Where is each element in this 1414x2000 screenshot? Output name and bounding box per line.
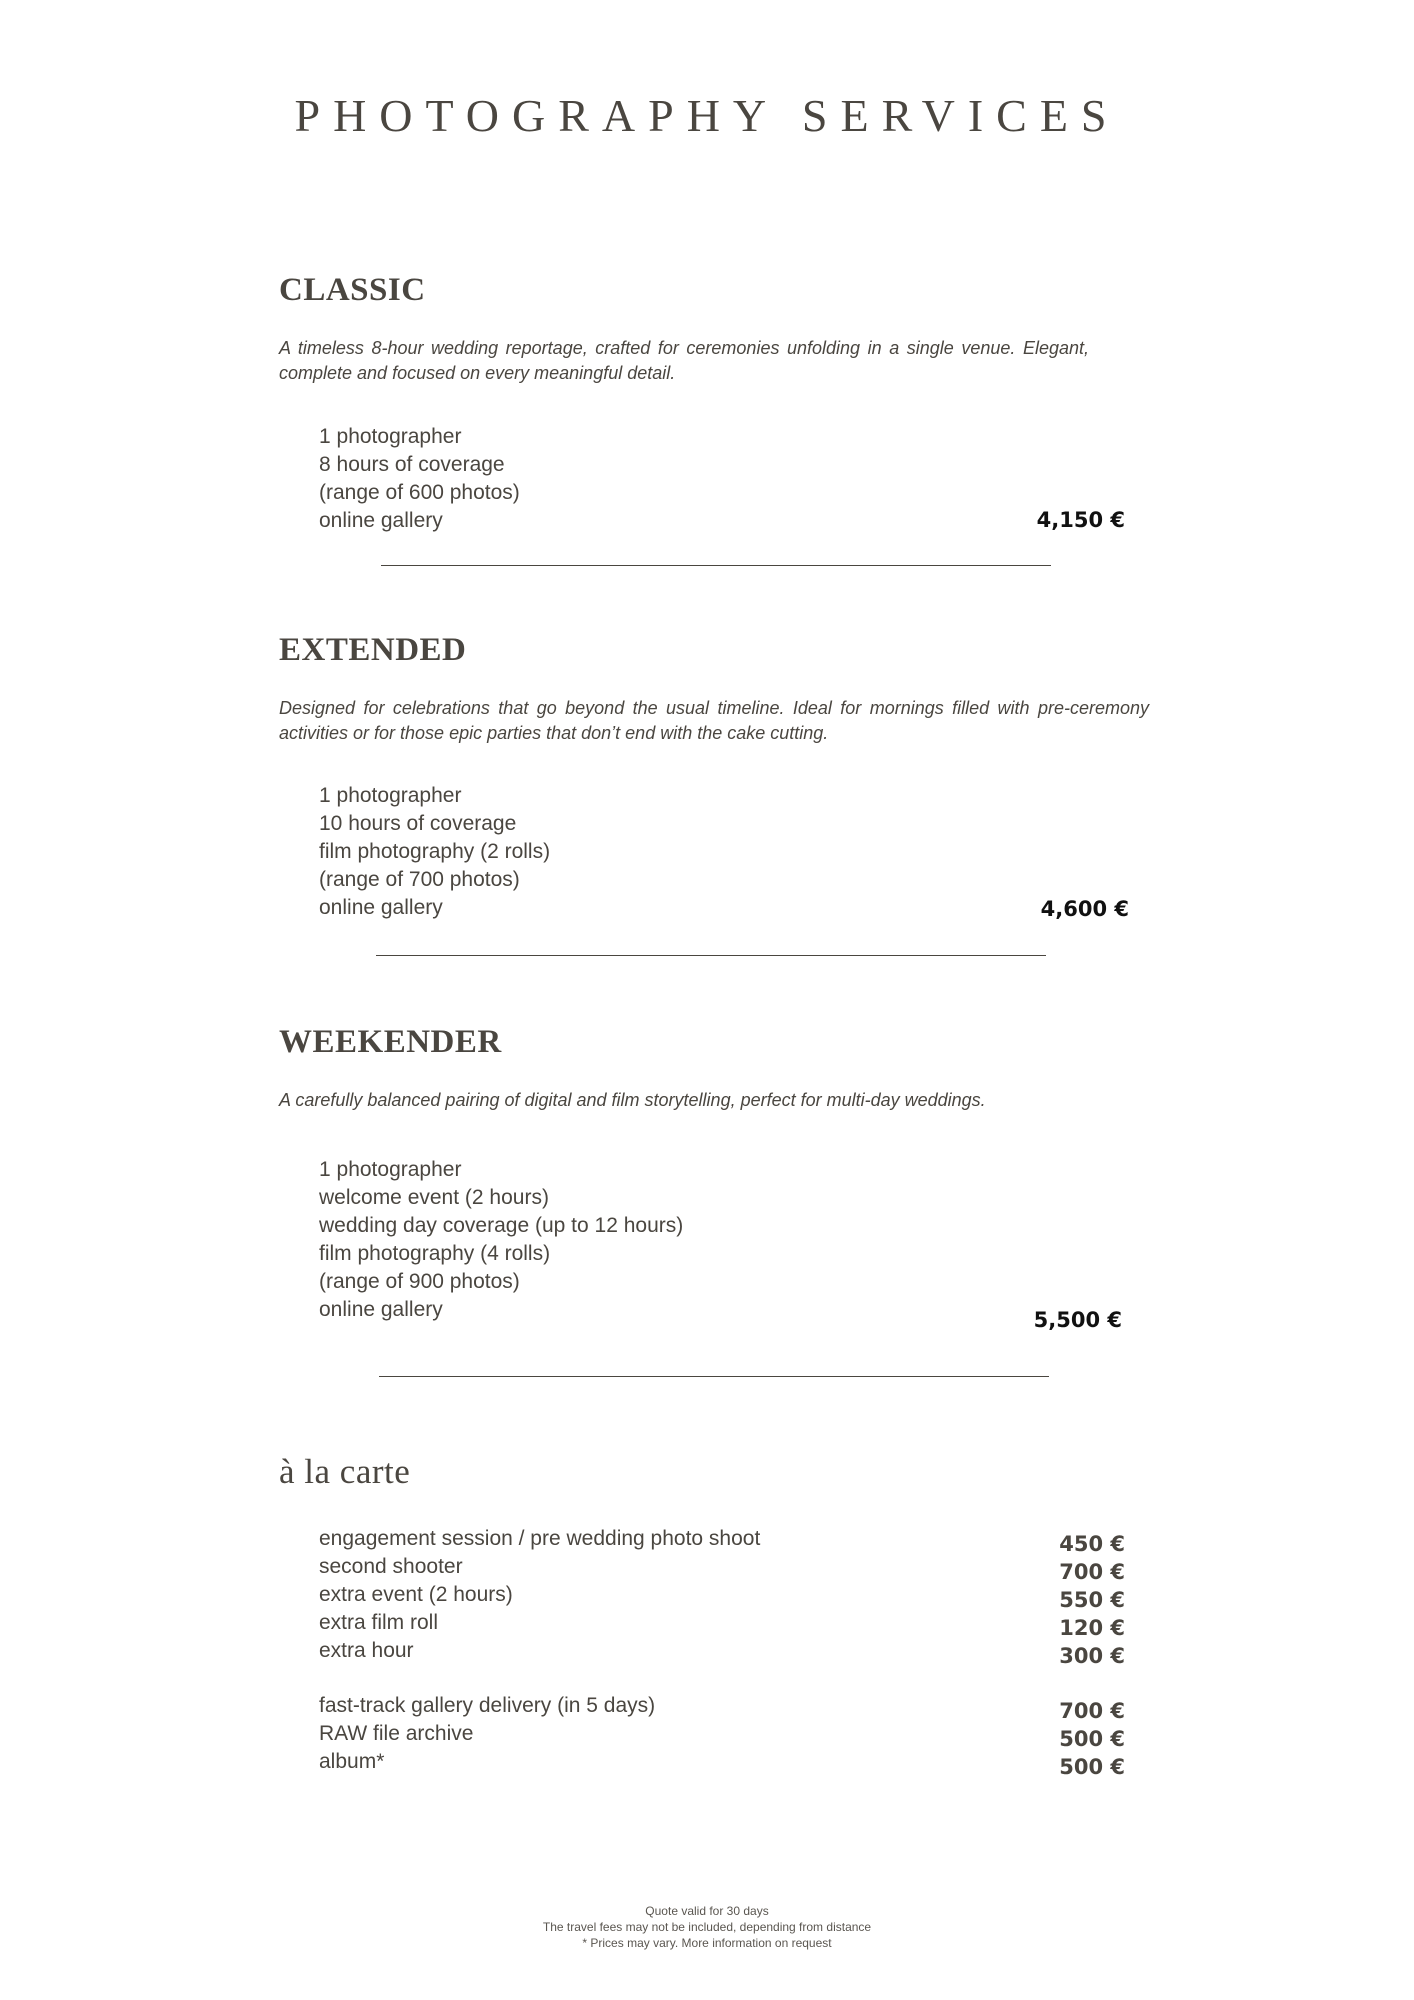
- package-title: EXTENDED: [279, 632, 467, 668]
- list-item: [319, 1720, 1125, 1751]
- list-item: [319, 1581, 1125, 1612]
- extra-price: 450 €: [1059, 1532, 1125, 1556]
- package-description: A carefully balanced pairing of digital and film storytelling, perfect for multi-day weddings.: [279, 1090, 986, 1110]
- list-item: 8 hours of coverage: [319, 453, 505, 476]
- footer-line: The travel fees may not be included, depending from distance: [542, 1920, 872, 1934]
- list-item: wedding day coverage (up to 12 hours): [319, 1214, 684, 1237]
- package-extended: [279, 630, 1149, 950]
- list-item: 1 photographer: [319, 784, 462, 807]
- list-item: welcome event (2 hours): [319, 1186, 549, 1209]
- package-price: 4,600 €: [1040, 897, 1129, 921]
- alacarte-title: à la carte: [279, 1452, 411, 1491]
- extra-price: 550 €: [1059, 1588, 1125, 1612]
- divider: [379, 1376, 1049, 1377]
- extra-price: 500 €: [1059, 1727, 1125, 1751]
- package-description: Designed for celebrations that go beyond the usual timeline. Ideal for mornings filled with pre-ceremony activities or for those epic parties that don’t end with the cake cutting.: [279, 698, 1149, 743]
- list-item: [319, 1525, 1125, 1556]
- package-title: WEEKENDER: [279, 1024, 502, 1060]
- package-description: A timeless 8-hour wedding reportage, crafted for ceremonies unfolding in a single venue. Elegant, complete and focused on every meaningful detail.: [279, 338, 1089, 383]
- list-item: online gallery: [319, 1298, 443, 1321]
- list-item: 10 hours of coverage: [319, 812, 517, 835]
- extra-label: engagement session / pre wedding photo shoot: [319, 1527, 761, 1550]
- list-item: film photography (2 rolls): [319, 840, 551, 863]
- extra-price: 300 €: [1059, 1644, 1125, 1668]
- feature-list: [319, 423, 520, 535]
- list-item: (range of 900 photos): [319, 1270, 520, 1293]
- list-item: (range of 700 photos): [319, 868, 520, 891]
- list-item: [319, 1553, 1125, 1584]
- extra-label: RAW file archive: [319, 1722, 474, 1745]
- footer-notes: [0, 1903, 1414, 1951]
- package-price: 4,150 €: [1036, 508, 1125, 532]
- extra-label: fast-track gallery delivery (in 5 days): [319, 1694, 656, 1717]
- list-item: 1 photographer: [319, 1158, 462, 1181]
- divider: [376, 955, 1046, 956]
- extra-label: extra hour: [319, 1639, 414, 1662]
- footer-line: Quote valid for 30 days: [645, 1904, 769, 1918]
- page-title: PHOTOGRAPHY SERVICES: [294, 90, 1120, 141]
- package-weekender: [279, 1022, 1149, 1382]
- list-item: 1 photographer: [319, 425, 462, 448]
- package-title: CLASSIC: [279, 272, 426, 308]
- list-item: [319, 1748, 1125, 1779]
- extra-label: extra film roll: [319, 1611, 439, 1634]
- list-item: online gallery: [319, 896, 443, 919]
- list-item: [319, 1609, 1125, 1640]
- extra-label: album*: [319, 1750, 385, 1773]
- list-item: online gallery: [319, 509, 443, 532]
- list-item: (range of 600 photos): [319, 481, 520, 504]
- feature-list: [319, 1156, 683, 1324]
- feature-list: [319, 782, 550, 922]
- extra-label: second shooter: [319, 1555, 463, 1578]
- list-item: [319, 1692, 1125, 1723]
- extra-price: 700 €: [1059, 1560, 1125, 1584]
- divider: [381, 565, 1051, 566]
- extra-price: 700 €: [1059, 1699, 1125, 1723]
- footer-line: * Prices may vary. More information on request: [582, 1936, 832, 1950]
- package-classic: [279, 270, 1149, 570]
- list-item: [319, 1637, 1125, 1668]
- alacarte-section: [279, 1451, 1149, 1791]
- list-item: film photography (4 rolls): [319, 1242, 551, 1265]
- extra-price: 500 €: [1059, 1755, 1125, 1779]
- package-price: 5,500 €: [1033, 1308, 1122, 1332]
- extra-price: 120 €: [1059, 1616, 1125, 1640]
- extra-label: extra event (2 hours): [319, 1583, 513, 1606]
